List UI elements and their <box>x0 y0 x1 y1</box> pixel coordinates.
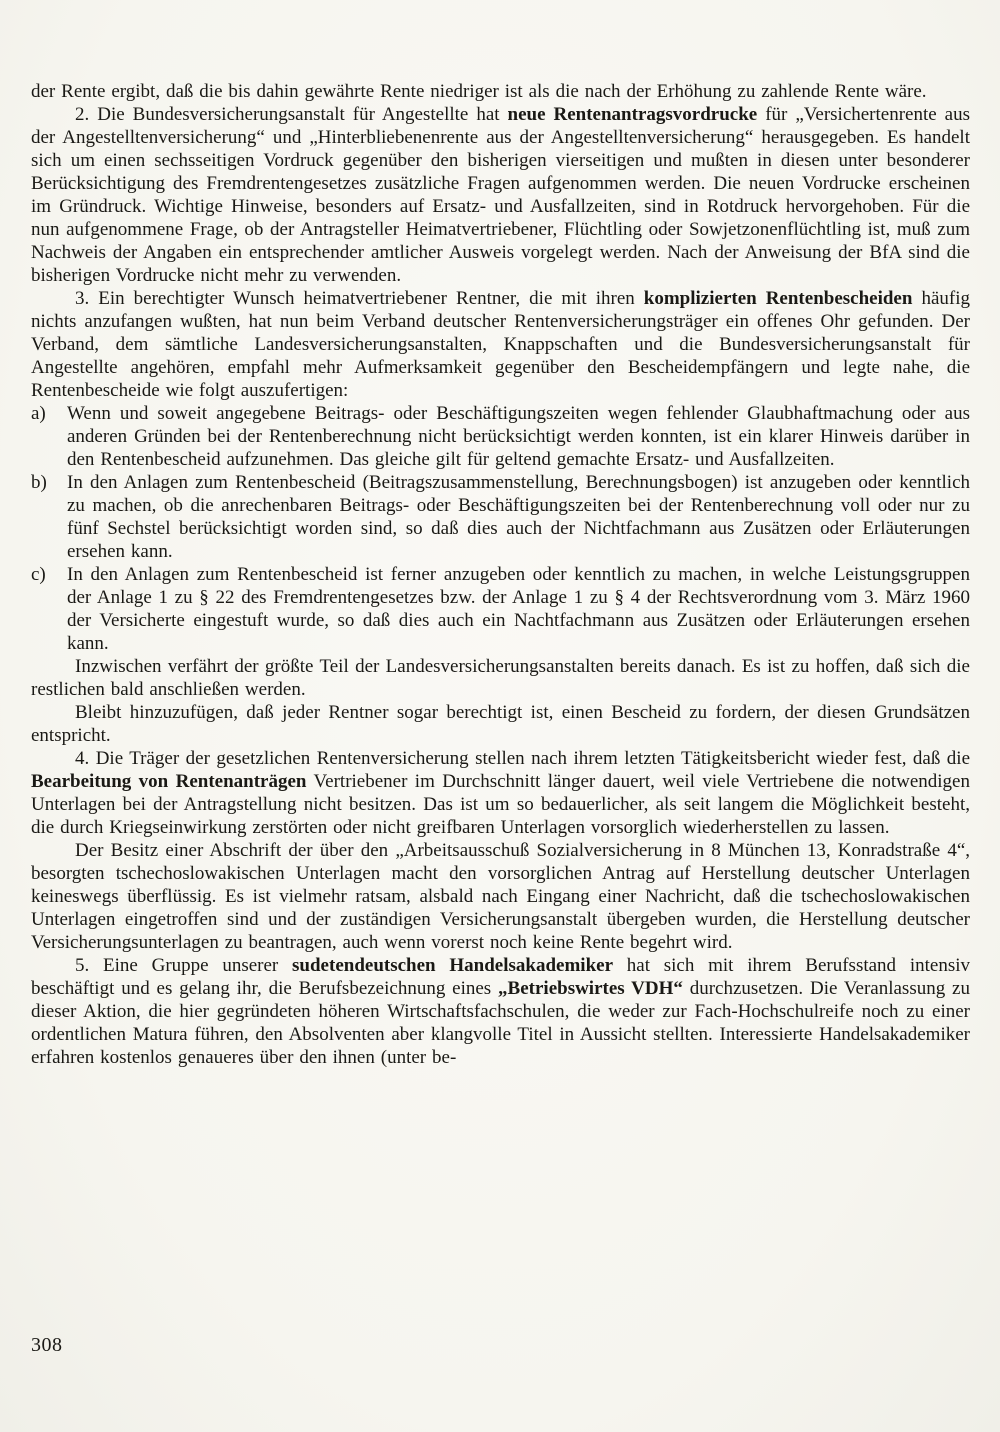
text-segment: durchzusetzen. Die Veranlassung zu dieser Aktion, die hier gegründeten höheren Wirtschaftsfachschulen, die weder zur Fach-Hochschulreife noch zu einer ordentlichen Matura führen, den Absolventen aber klangvolle Titel in Aussicht stellten. Interessierte Handelsakademiker erfahren kostenlos genaueres über den ihnen (unter be- <box>31 978 970 1068</box>
text-segment: für „Versichertenrente aus der Angestelltenversicherung“ und „Hinterbliebenenrente aus der Angestelltenversicherung“ herausgegeben. Es handelt sich um einen sechsseitigen Vordruck gegenüber den bisherigen vierseitigen und mußten in diesen unter besonderer Berücksichtigung des Fremdrentengesetzes zusätzliche Fragen aufgenommen werden. Die neuen Vordrucke erscheinen im Gründruck. Wichtige Hinweise, besonders auf Ersatz- und Ausfallzeiten, sind in Rotdruck hervorgehoben. Für die nun aufgenommene Frage, ob der Antragsteller Heimatvertriebener, Flüchtling oder Sowjetzonenflüchtling ist, muß zum Nachweis der Angaben ein entsprechender amtlicher Ausweis vorgelegt werden. Nach der Anweisung der BfA sind die bisherigen Vordrucke nicht mehr zu verwenden. <box>31 104 970 286</box>
paragraph-3-rentenbescheide <box>31 287 970 402</box>
text-segment: hat sich mit ihrem Berufsstand intensiv beschäftigt und es gelang ihr, die Berufsbezeichnung eines <box>31 955 970 999</box>
list-item-b <box>31 471 970 563</box>
paragraph-besitz-abschrift <box>31 839 970 954</box>
text-segment: 3. Ein berechtigter Wunsch heimatvertriebener Rentner, die mit ihren <box>75 288 644 309</box>
text-segment: der Rente ergibt, daß die bis dahin gewährte Rente niedriger ist als die nach der Erhöhung zu zahlende Rente wäre. <box>31 81 927 102</box>
text-segment: Der Besitz einer Abschrift der über den „Arbeitsausschuß Sozialversicherung in 8 München 13, Konradstraße 4“, besorgten tschechoslowakischen Unterlagen macht den vorsorglichen Antrag auf Herstellung deutscher Unterlagen keineswegs überflüssig. Es ist vielmehr ratsam, alsbald nach Eingang einer Nachricht, daß die tschechoslowakischen Unterlagen eingetroffen sind und der zuständigen Versicherungsanstalt übergeben wurden, die Herstellung deutscher Versicherungsunterlagen zu beantragen, auch wenn vorerst noch keine Rente begehrt wird. <box>31 840 970 953</box>
paragraph-inzwischen <box>31 655 970 701</box>
text-segment: häufig nichts anzufangen wußten, hat nun beim Verband deutscher Rentenversicherungsträger ein offenes Ohr gefunden. Der Verband, dem sämtliche Landesversicherungsanstalten, Knappschaften und die Bundesversicherungsanstalt für Angestellte angehören, empfahl mehr Aufmerksamkeit gegenüber den Bescheidempfängern und legte nahe, die Rentenbescheide wie folgt auszufertigen: <box>31 288 970 401</box>
bold-text-segment: neue Rentenantragsvordrucke <box>507 104 758 125</box>
bold-text-segment: „Betriebswirtes VDH“ <box>498 978 683 999</box>
list-item-c <box>31 563 970 655</box>
text-segment: 5. Eine Gruppe unserer <box>75 955 293 976</box>
paragraph-2-rentenantragsvordrucke <box>31 103 970 287</box>
text-segment: Inzwischen verfährt der größte Teil der Landesversicherungsanstalten bereits danach. Es ist zu hoffen, daß sich die restlichen bald anschließen werden. <box>31 656 970 700</box>
list-item-marker-b: b) <box>31 472 47 493</box>
list-item-text: In den Anlagen zum Rentenbescheid ist ferner anzugeben oder kenntlich zu machen, in welche Leistungsgruppen der Anlage 1 zu § 22 des Fremdrentengesetzes bzw. der Anlage 1 zu § 4 der Rechtsverordnung vom 3. März 1960 der Versicherte eingestuft wurde, so daß dies auch ein Nachtfachmann aus Zusätzen oder Erläuterungen ersehen kann. <box>67 564 970 654</box>
paragraph-4-rentenantraege <box>31 747 970 839</box>
page-text-body <box>31 80 970 1069</box>
bold-text-segment: komplizierten Rentenbescheiden <box>643 288 913 309</box>
text-segment: 4. Die Träger der gesetzlichen Rentenversicherung stellen nach ihrem letzten Tätigkeitsbericht wieder fest, daß die <box>75 748 970 769</box>
page-number: 308 <box>31 1334 63 1356</box>
paragraph-bleibt <box>31 701 970 747</box>
bold-text-segment: Bearbeitung von Rentenanträgen <box>31 771 307 792</box>
text-segment: 2. Die Bundesversicherungsanstalt für Angestellte hat <box>75 104 508 125</box>
list-item-marker-c: c) <box>31 564 46 585</box>
text-segment: Bleibt hinzuzufügen, daß jeder Rentner sogar berechtigt ist, einen Bescheid zu fordern, der diesen Grundsätzen entspricht. <box>31 702 970 746</box>
paragraph-5-handelsakademiker <box>31 954 970 1069</box>
list-item-a <box>31 402 970 471</box>
text-segment: Vertriebener im Durchschnitt länger dauert, weil viele Vertriebene die notwendigen Unterlagen bei der Antragstellung nicht besitzen. Das ist um so bedauerlicher, als seit langem die Möglichkeit besteht, die durch Kriegseinwirkung zerstörten oder nicht greifbaren Unterlagen vorsorglich wiederherstellen zu lassen. <box>31 771 970 838</box>
list-item-text: Wenn und soweit angegebene Beitrags- oder Beschäftigungszeiten wegen fehlender Glaubhaftmachung oder aus anderen Gründen bei der Rentenberechnung nicht berücksichtigt werden konnten, ist ein klarer Hinweis darüber in den Rentenbescheid aufzunehmen. Das gleiche gilt für geltend gemachte Ersatz- und Ausfallzeiten. <box>67 403 970 470</box>
paragraph-continuation <box>31 80 970 103</box>
list-item-marker-a: a) <box>31 403 46 424</box>
bold-text-segment: sudetendeutschen Handelsakademiker <box>292 955 613 976</box>
list-item-text: In den Anlagen zum Rentenbescheid (Beitragszusammenstellung, Berechnungsbogen) ist anzugeben oder kenntlich zu machen, ob die anrechenbaren Beitrags- oder Beschäftigungszeiten bei der Rentenberechnung voll oder nur zu fünf Sechstel berücksichtigt worden sind, so daß dies auch der Nichtfachmann aus Zusätzen oder Erläuterungen ersehen kann. <box>67 472 970 562</box>
